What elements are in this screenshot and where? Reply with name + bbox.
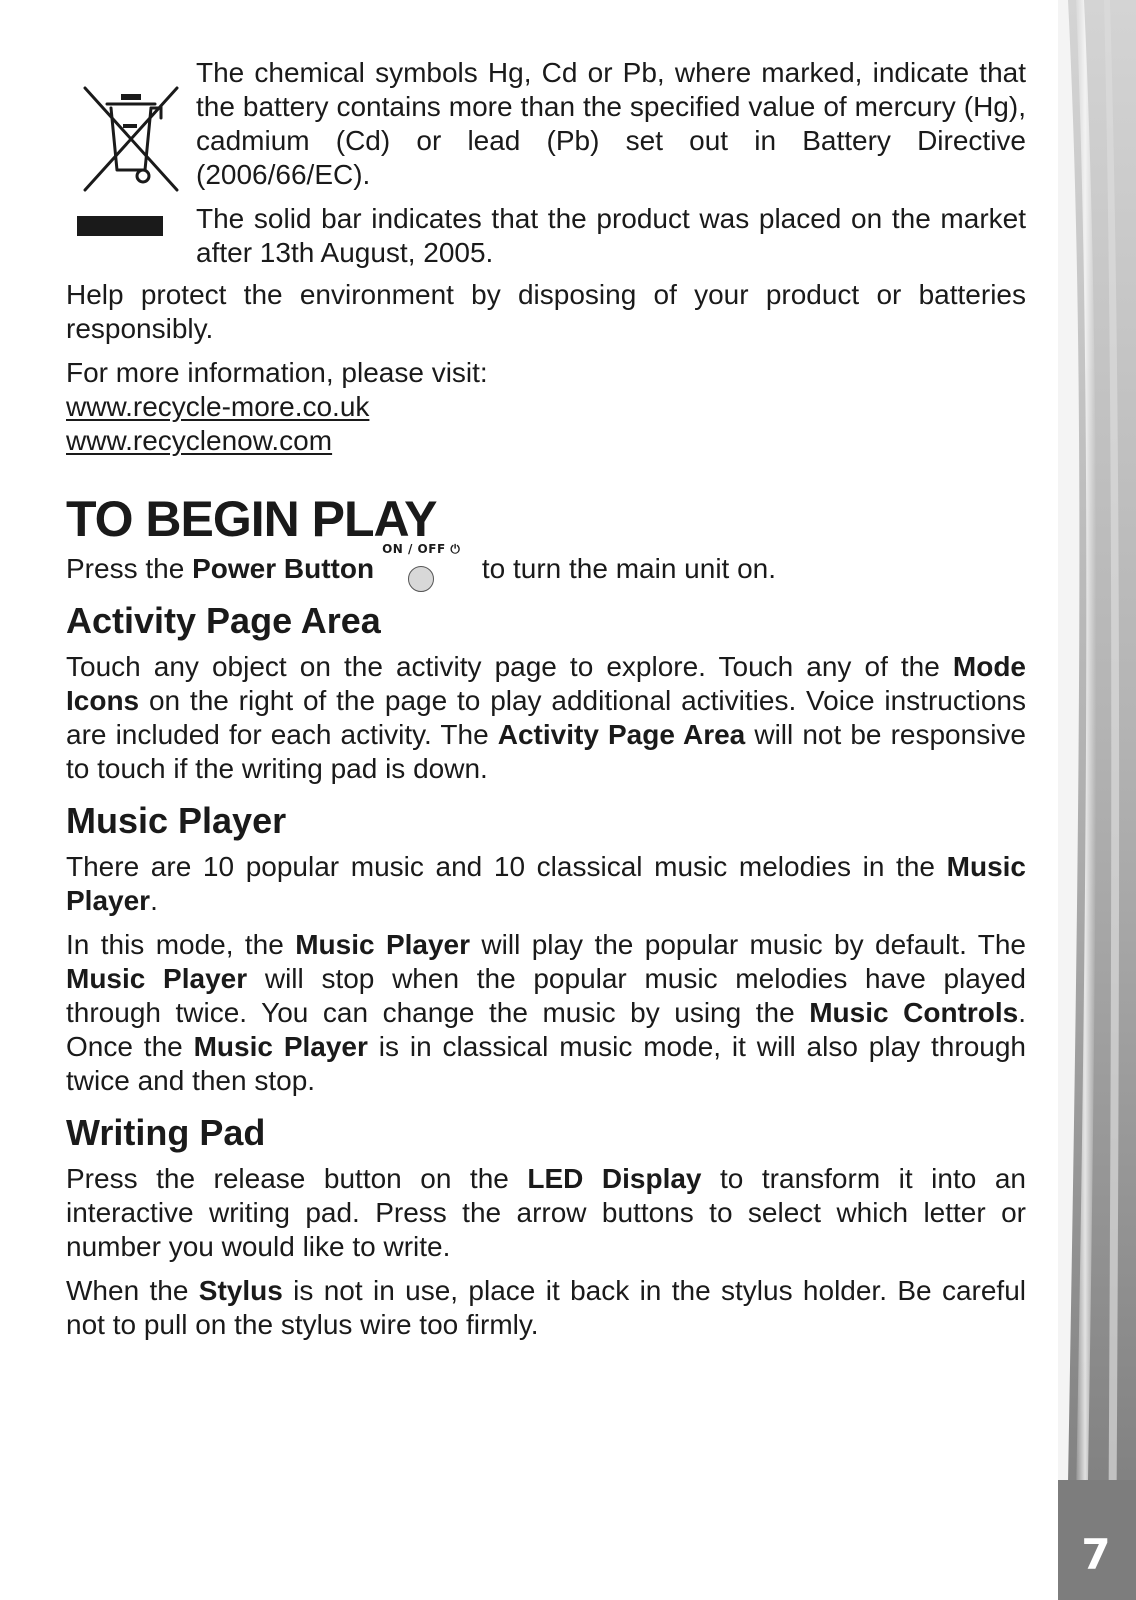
power-text-after: to turn the main unit on. (474, 553, 777, 584)
main-heading: TO BEGIN PLAY (66, 491, 437, 547)
writing-text-2: When the Stylus is not in use, place it back in the stylus holder. Be careful not to pull on the stylus wire too firmly. (66, 1275, 1026, 1340)
bin-symbol-text: The chemical symbols Hg, Cd or Pb, where marked, indicate that the battery contains more than the specified value of mercury (Hg), cadmium (Cd) or lead (Pb) set out in Battery Directive (2006/66/EC). (196, 57, 1026, 190)
music-text-2: In this mode, the Music Player will play the popular music by default. The Music Player will stop when the popular music melodies have played through twice. You can change the music by using the Music Controls. Once the Music Player is in classical music mode, it will also play through twice and then stop. (66, 929, 1026, 1096)
environment-text: Help protect the environment by disposing of your product or batteries responsibly. (66, 279, 1026, 344)
activity-text: Touch any object on the activity page to explore. Touch any of the Mode Icons on the right of the page to play additional activities. Voice instructions are included for each activity. The Activity Page Area will not be responsive to touch if the writing pad is down. (66, 651, 1026, 784)
music-text-1: There are 10 popular music and 10 classical music melodies in the Music Player. (66, 851, 1026, 916)
page-side-band (1058, 0, 1136, 1600)
writing-heading: Writing Pad (66, 1112, 266, 1153)
music-heading: Music Player (66, 800, 287, 841)
side-band-graphic (1058, 0, 1136, 1600)
link-recyclenow[interactable]: www.recyclenow.com (66, 425, 333, 456)
power-button-icon (382, 542, 468, 586)
bar-symbol-row (66, 202, 1026, 270)
activity-heading: Activity Page Area (66, 600, 381, 641)
power-text-before: Press the (66, 553, 193, 584)
bin-symbol-row (66, 56, 1026, 194)
link-recycle-more[interactable]: www.recycle-more.co.uk (66, 391, 370, 422)
power-instruction (66, 542, 1026, 586)
power-button-label: Power Button (192, 553, 375, 584)
solid-bar-icon (77, 216, 163, 236)
info-block (66, 356, 1026, 458)
bar-symbol-text: The solid bar indicates that the product was placed on the market after 13th August, 2005. (196, 203, 1026, 268)
info-intro: For more information, please visit: (66, 357, 488, 388)
page-number: 7 (1081, 1530, 1111, 1579)
page-content (66, 56, 1026, 1352)
crossed-out-wheelie-bin-icon (79, 84, 183, 194)
writing-text-1: Press the release button on the LED Display to transform it into an interactive writing pad. Press the arrow buttons to select which letter or number you would like to write. (66, 1163, 1026, 1262)
power-button-circle-icon (408, 566, 434, 592)
power-icon-label: ON / OFF ⏻ (382, 542, 461, 556)
